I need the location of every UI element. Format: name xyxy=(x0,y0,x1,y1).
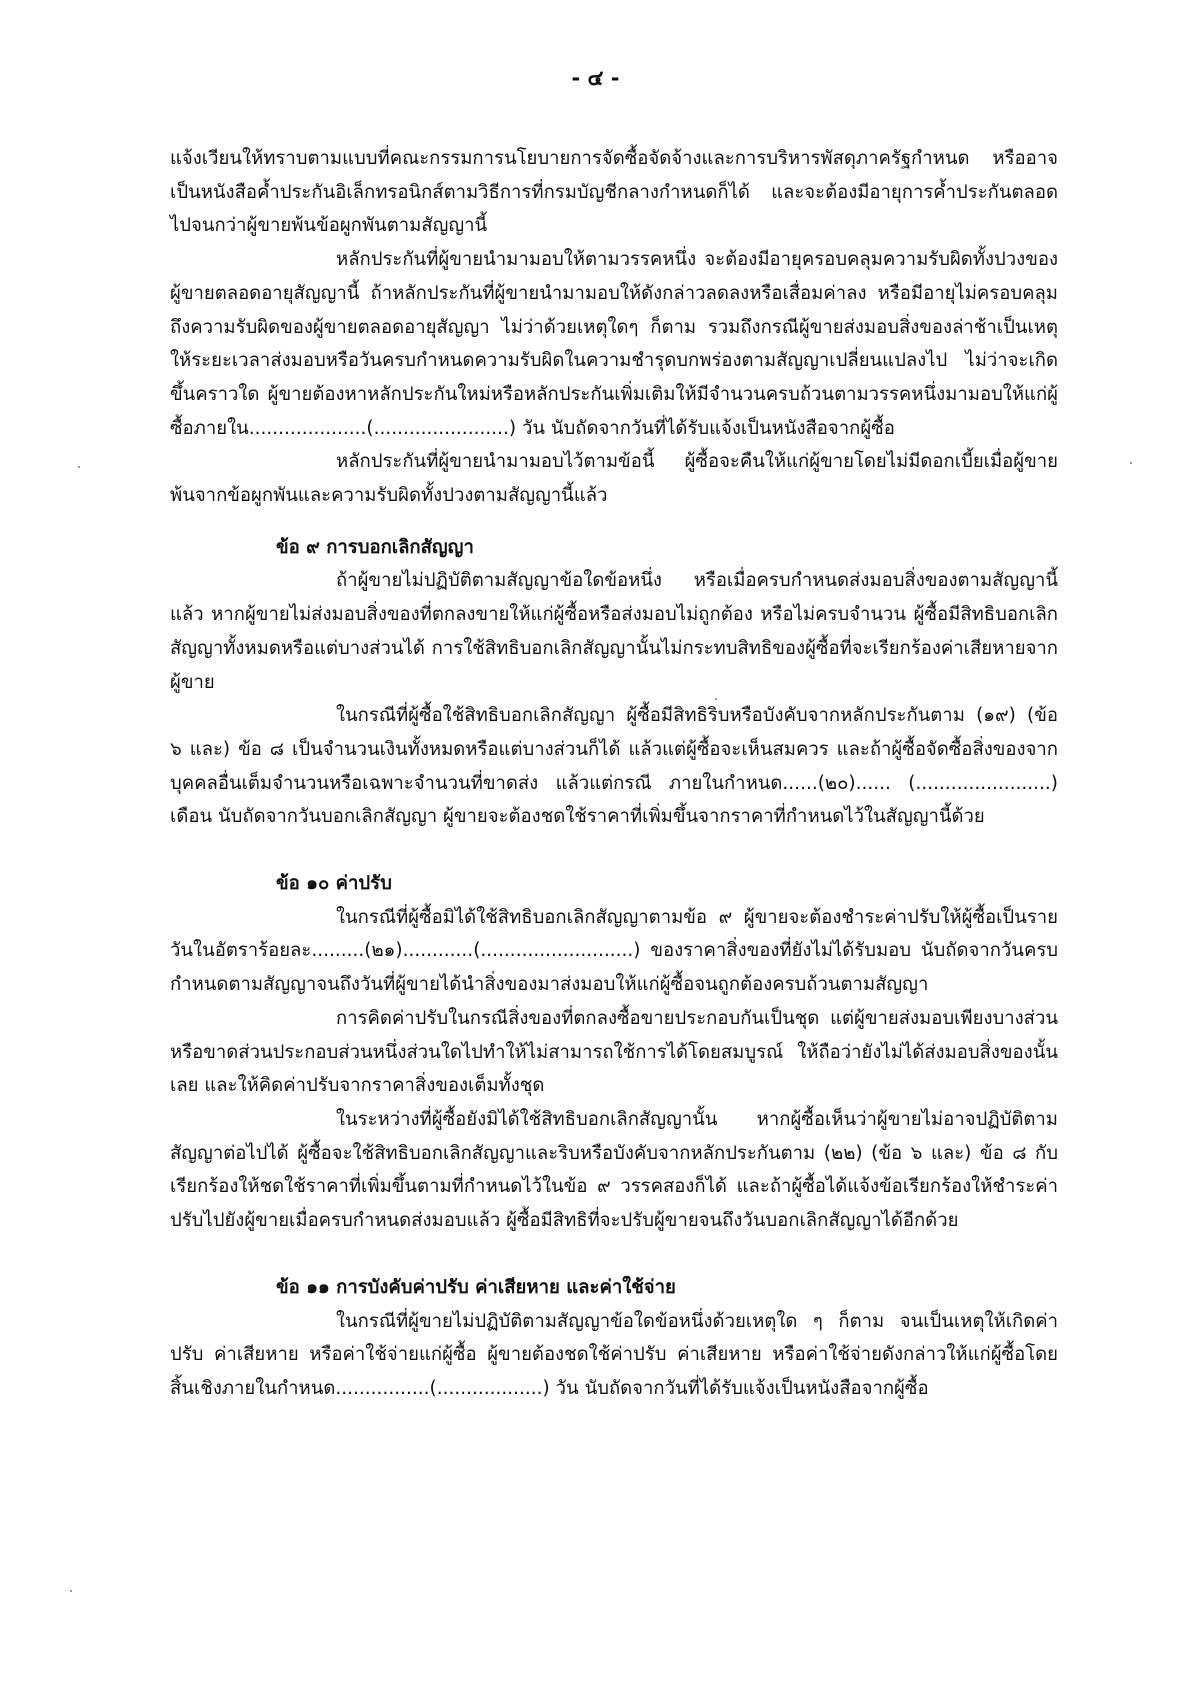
paragraph-guarantee-coverage: หลักประกันที่ผู้ขายนำมามอบให้ตามวรรคหนึ่ง จะต้องมีอายุครอบคลุมความรับผิดทั้งปวงของผู้ขายตลอดอายุสัญญานี้ ถ้าหลักประกันที่ผู้ขายนำมามอบให้ดังกล่าวลดลงหรือเสื่อมค่าลง หรือมีอายุไม่ครอบคลุมถึงความรับผิดของผู้ขายตลอดอายุสัญญา ไม่ว่าด้วยเหตุใดๆ ก็ตาม รวมถึงกรณีผู้ขายส่งมอบสิ่งของล่าช้าเป็นเหตุให้ระยะเวลาส่งมอบหรือวันครบกำหนดความรับผิดในความชำรุดบกพร่องตามสัญญาเปลี่ยนแปลงไป ไม่ว่าจะเกิดขึ้นคราวใด ผู้ขายต้องหาหลักประกันใหม่หรือหลักประกันเพิ่มเติมให้มีจำนวนครบถ้วนตามวรรคหนึ่งมามอบให้แก่ผู้ซื้อภายใน....................(.......................) วัน นับถัดจากวันที่ได้รับแจ้งเป็นหนังสือจากผู้ซื้อ xyxy=(170,249,1058,439)
scan-speck xyxy=(1130,462,1132,464)
paragraph-penalty-rate: ในกรณีที่ผู้ซื้อมิได้ใช้สิทธิบอกเลิกสัญญาตามข้อ ๙ ผู้ขายจะต้องชำระค่าปรับให้ผู้ซื้อเป็นรายวันในอัตราร้อยละ.........(๒๑)............(..........................) ของราคาสิ่งของที่ยังไม่ได้รับมอบ นับถัดจากวันครบกำหนดตามสัญญาจนถึงวันที่ผู้ขายได้นำสิ่งของมาส่งมอบให้แก่ผู้ซื้อจนถูกต้องครบถ้วนตามสัญญา xyxy=(170,906,1058,996)
paragraph-continuation-guarantee: แจ้งเวียนให้ทราบตามแบบที่คณะกรรมการนโยบายการจัดซื้อจัดจ้างและการบริหารพัสดุภาครัฐกำหนด หรืออาจเป็นหนังสือค้ำประกันอิเล็กทรอนิกส์ตามวิธีการที่กรมบัญชีกลางกำหนดก็ได้ และจะต้องมีอายุการค้ำประกันตลอดไปจนกว่าผู้ขายพ้นข้อผูกพันตามสัญญานี้ xyxy=(170,148,1058,237)
paragraph-enforcement: ในกรณีที่ผู้ขายไม่ปฏิบัติตามสัญญาข้อใดข้อหนึ่งด้วยเหตุใด ๆ ก็ตาม จนเป็นเหตุให้เกิดค่าปรับ ค่าเสียหาย หรือค่าใช้จ่ายแก่ผู้ซื้อ ผู้ขายต้องชดใช้ค่าปรับ ค่าเสียหาย หรือค่าใช้จ่ายดังกล่าวให้แก่ผู้ซื้อโดยสิ้นเชิงภายในกำหนด................(..................) วัน นับถัดจากวันที่ได้รับแจ้งเป็นหนังสือจากผู้ซื้อ xyxy=(170,1310,1058,1399)
scan-speck xyxy=(715,698,717,700)
page-number: - ๔ - xyxy=(571,66,620,90)
scan-speck xyxy=(70,1590,72,1592)
paragraph-guarantee-return: หลักประกันที่ผู้ขายนำมามอบไว้ตามข้อนี้ ผู้ซื้อจะคืนให้แก่ผู้ขายโดยไม่มีดอกเบี้ยเมื่อผู้ขายพ้นจากข้อผูกพันและความรับผิดทั้งปวงตามสัญญานี้แล้ว xyxy=(170,451,1058,507)
clause-9-heading: ข้อ ๙ การบอกเลิกสัญญา xyxy=(276,536,474,558)
paragraph-penalty-termination: ในระหว่างที่ผู้ซื้อยังมิได้ใช้สิทธิบอกเลิกสัญญานั้น หากผู้ซื้อเห็นว่าผู้ขายไม่อาจปฏิบัติตามสัญญาต่อไปได้ ผู้ซื้อจะใช้สิทธิบอกเลิกสัญญาและริบหรือบังคับจากหลักประกันตาม (๒๒) (ข้อ ๖ และ) ข้อ ๘ กับเรียกร้องให้ชดใช้ราคาที่เพิ่มขึ้นตามที่กำหนดไว้ในข้อ ๙ วรรคสองก็ได้ และถ้าผู้ซื้อได้แจ้งข้อเรียกร้องให้ชำระค่าปรับไปยังผู้ขายเมื่อครบกำหนดส่งมอบแล้ว ผู้ซื้อมีสิทธิที่จะปรับผู้ขายจนถึงวันบอกเลิกสัญญาได้อีกด้วย xyxy=(170,1108,1058,1232)
paragraph-penalty-set: การคิดค่าปรับในกรณีสิ่งของที่ตกลงซื้อขายประกอบกันเป็นชุด แต่ผู้ขายส่งมอบเพียงบางส่วน หรือขาดส่วนประกอบส่วนหนึ่งส่วนใดไปทำให้ไม่สามารถใช้การได้โดยสมบูรณ์ ให้ถือว่ายังไม่ได้ส่งมอบสิ่งของนั้นเลย และให้คิดค่าปรับจากราคาสิ่งของเต็มทั้งชุด xyxy=(170,1007,1058,1097)
paragraph-termination-forfeit: ในกรณีที่ผู้ซื้อใช้สิทธิบอกเลิกสัญญา ผู้ซื้อมีสิทธิริบหรือบังคับจากหลักประกันตาม (๑๙) (ข้อ ๖ และ) ข้อ ๘ เป็นจำนวนเงินทั้งหมดหรือแต่บางส่วนก็ได้ แล้วแต่ผู้ซื้อจะเห็นสมควร และถ้าผู้ซื้อจัดซื้อสิ่งของจากบุคคลอื่นเต็มจำนวนหรือเฉพาะจำนวนที่ขาดส่ง แล้วแต่กรณี ภายในกำหนด......(๒๐)...... (.......................) เดือน นับถัดจากวันบอกเลิกสัญญา ผู้ขายจะต้องชดใช้ราคาที่เพิ่มขึ้นจากราคาที่กำหนดไว้ในสัญญานี้ด้วย xyxy=(170,705,1058,828)
clause-11-heading: ข้อ ๑๑ การบังคับค่าปรับ ค่าเสียหาย และค่าใช้จ่าย xyxy=(276,1276,676,1298)
clause-10-heading: ข้อ ๑๐ ค่าปรับ xyxy=(276,873,392,895)
scan-speck xyxy=(78,466,80,468)
document-body xyxy=(170,142,1058,1406)
paragraph-termination-rights: ถ้าผู้ขายไม่ปฏิบัติตามสัญญาข้อใดข้อหนึ่ง หรือเมื่อครบกำหนดส่งมอบสิ่งของตามสัญญานี้แล้ว หากผู้ขายไม่ส่งมอบสิ่งของที่ตกลงขายให้แก่ผู้ซื้อหรือส่งมอบไม่ถูกต้อง หรือไม่ครบจำนวน ผู้ซื้อมีสิทธิบอกเลิกสัญญาทั้งหมดหรือแต่บางส่วนได้ การใช้สิทธิบอกเลิกสัญญานั้นไม่กระทบสิทธิของผู้ซื้อที่จะเรียกร้องค่าเสียหายจากผู้ขาย xyxy=(170,570,1058,693)
